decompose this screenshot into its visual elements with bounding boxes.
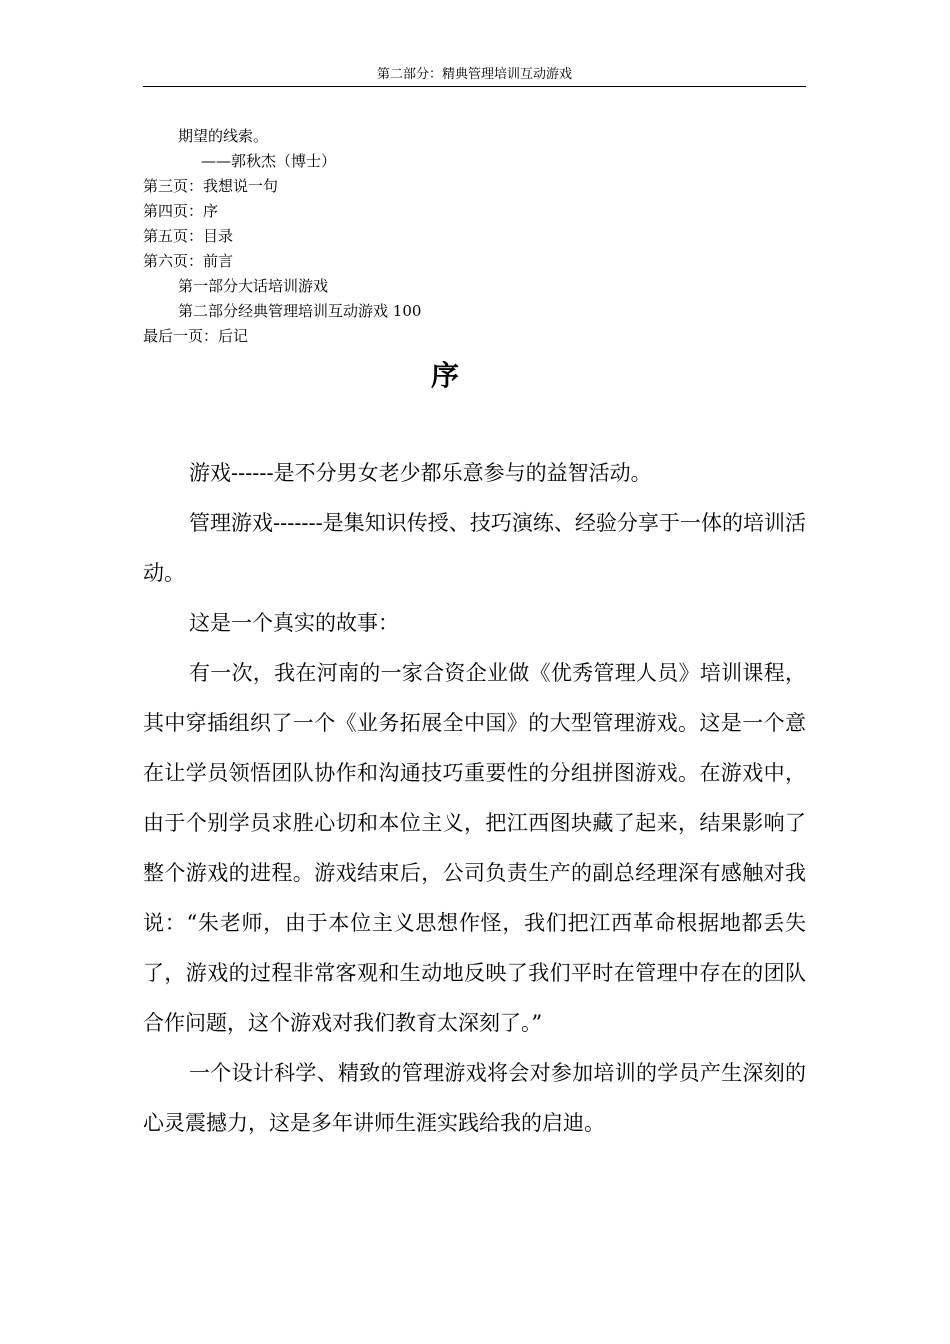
table-of-contents xyxy=(143,124,806,349)
body-paragraph: 一个设计科学、精致的管理游戏将会对参加培训的学员产生深刻的心灵震撼力，这是多年讲师生涯实践给我的启迪。 xyxy=(143,1061,806,1135)
quote-tail: 期望的线索。 xyxy=(178,127,269,145)
toc-entry: 第六页：前言 xyxy=(143,252,234,270)
toc-sub-entry: 第一部分大话培训游戏 xyxy=(178,277,329,295)
preface-body xyxy=(143,448,806,1148)
toc-sub-entry: 第二部分经典管理培训互动游戏 100 xyxy=(178,302,422,320)
body-paragraph: 游戏------是不分男女老少都乐意参与的益智活动。 xyxy=(189,461,652,485)
toc-entry: 第四页：序 xyxy=(143,202,219,220)
body-paragraph: 这是一个真实的故事： xyxy=(189,611,399,635)
quote-author: ——郭秋杰（博士） xyxy=(201,152,337,170)
toc-entry-last: 最后一页：后记 xyxy=(143,327,249,345)
toc-entry: 第三页：我想说一句 xyxy=(143,177,279,195)
body-paragraph: 管理游戏-------是集知识传授、技巧演练、经验分享于一体的培训活动。 xyxy=(143,511,806,585)
header-rule xyxy=(143,86,806,87)
preface-title: 序 xyxy=(430,359,459,392)
body-paragraph: 有一次，我在河南的一家合资企业做《优秀管理人员》培训课程，其中穿插组织了一个《业务拓展全中国》的大型管理游戏。这是一个意在让学员领悟团队协作和沟通技巧重要性的分组拼图游戏。在游戏中，由于个别学员求胜心切和本位主义，把江西图块藏了起来，结果影响了整个游戏的进程。游戏结束后，公司负责生产的副总经理深有感触对我说：“朱老师，由于本位主义思想作怪，我们把江西革命根据地都丢失了，游戏的过程非常客观和生动地反映了我们平时在管理中存在的团队合作问题，这个游戏对我们教育太深刻了。” xyxy=(143,661,806,1035)
running-header: 第二部分：精典管理培训互动游戏 xyxy=(376,67,572,82)
toc-entry: 第五页：目录 xyxy=(143,227,234,245)
